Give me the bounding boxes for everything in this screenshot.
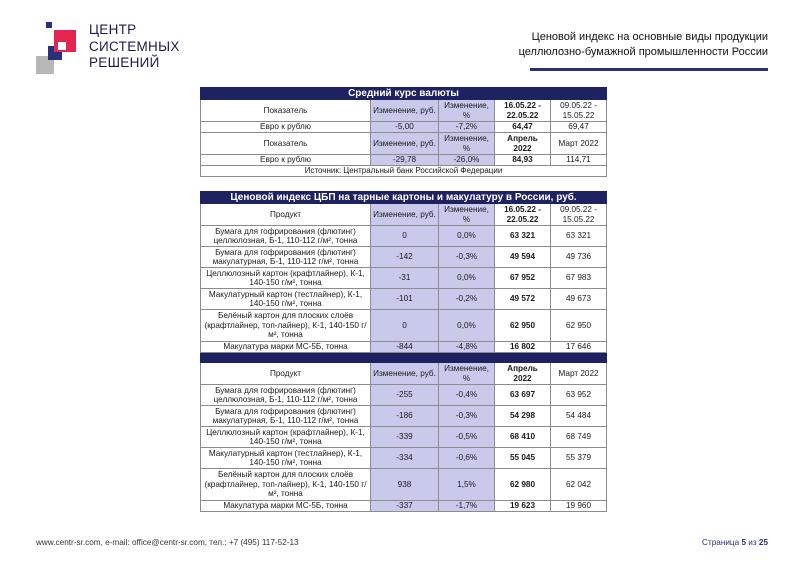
cell-current: 84,93: [495, 155, 551, 166]
table-row: [201, 122, 607, 133]
cell-prev: 62 042: [551, 469, 607, 501]
table-row: [201, 406, 607, 427]
currency-section-title: Средний курс валюты: [201, 88, 607, 100]
cell-change-abs: -29,78: [371, 155, 439, 166]
col-change-pct: Изменение, %: [439, 204, 495, 226]
col-period-prev: Март 2022: [551, 133, 607, 155]
cell-current: 55 045: [495, 448, 551, 469]
cell-prev: 63 321: [551, 226, 607, 247]
source-note: Источник: Центральный банк Российской Федерации: [201, 166, 607, 177]
cell-current: 16 802: [495, 342, 551, 353]
cell-current: 49 572: [495, 289, 551, 310]
title-rule: [530, 68, 768, 71]
table-header-row: [201, 363, 607, 385]
cell-current: 64,47: [495, 122, 551, 133]
cell-prev: 49 736: [551, 247, 607, 268]
cell-name: Евро к рублю: [201, 122, 371, 133]
cell-change-pct: 0,0%: [439, 226, 495, 247]
table-row: [201, 247, 607, 268]
cell-prev: 69,47: [551, 122, 607, 133]
cell-product: Макулатура марки МС-5Б, тонна: [201, 501, 371, 512]
cell-current: 62 950: [495, 310, 551, 342]
col-change-abs: Изменение, руб.: [371, 204, 439, 226]
col-period-prev: 09.05.22 - 15.05.22: [551, 204, 607, 226]
cell-current: 68 410: [495, 427, 551, 448]
cell-change-abs: -255: [371, 385, 439, 406]
currency-table: [200, 87, 607, 177]
document-title-line: Ценовой индекс на основные виды продукции: [531, 31, 768, 43]
cell-prev: 55 379: [551, 448, 607, 469]
cell-prev: 49 673: [551, 289, 607, 310]
cell-product: Целлюлозный картон (крафтлайнер), К-1, 140-150 г/м², тонна: [201, 427, 371, 448]
cell-prev: 114,71: [551, 155, 607, 166]
cell-change-abs: -142: [371, 247, 439, 268]
logo-line: СИСТЕМНЫХ: [89, 38, 180, 54]
logo-line: РЕШЕНИЙ: [89, 55, 160, 70]
cell-product: Макулатурный картон (тестлайнер), К-1, 140-150 г/м², тонна: [201, 448, 371, 469]
col-change-pct: Изменение, %: [439, 100, 495, 122]
logo-text: [89, 22, 180, 72]
col-period-current: 16.05.22 - 22.05.22: [495, 100, 551, 122]
col-product: Продукт: [201, 204, 371, 226]
section-divider: [201, 353, 607, 363]
table-row: [201, 385, 607, 406]
page-number: [702, 538, 768, 547]
col-change-abs: Изменение, руб.: [371, 133, 439, 155]
cell-product: Белёный картон для плоских слоёв (крафтлайнер, топ-лайнер), К-1, 140-150 г/м², тонна: [201, 310, 371, 342]
cell-change-abs: -844: [371, 342, 439, 353]
cell-product: Бумага для гофрирования (флютинг) целлюлозная, Б-1, 110-112 г/м², тонна: [201, 385, 371, 406]
logo-small-square: [46, 22, 52, 28]
cell-change-abs: -337: [371, 501, 439, 512]
cell-prev: 54 484: [551, 406, 607, 427]
cell-prev: 67 983: [551, 268, 607, 289]
col-period-prev: 09.05.22 - 15.05.22: [551, 100, 607, 122]
table-row: [201, 226, 607, 247]
cell-current: 49 594: [495, 247, 551, 268]
weekly-rows: [201, 226, 607, 353]
cell-product: Целлюлозный картон (крафтлайнер), К-1, 140-150 г/м², тонна: [201, 268, 371, 289]
cell-change-pct: -0,3%: [439, 247, 495, 268]
cell-change-abs: -101: [371, 289, 439, 310]
col-product: Продукт: [201, 363, 371, 385]
table-header-row: [201, 133, 607, 155]
cell-product: Бумага для гофрирования (флютинг) макулатурная, Б-1, 110-112 г/м², тонна: [201, 247, 371, 268]
col-period-current: 16.05.22 - 22.05.22: [495, 204, 551, 226]
cell-change-abs: -31: [371, 268, 439, 289]
page-label: Страница: [702, 538, 740, 547]
section-title-row: [201, 88, 607, 100]
table-header-row: [201, 204, 607, 226]
page-current: 5: [741, 538, 746, 547]
cell-current: 54 298: [495, 406, 551, 427]
cell-product: Макулатура марки МС-5Б, тонна: [201, 342, 371, 353]
section-divider-bar: [201, 353, 607, 363]
cell-change-pct: -0,2%: [439, 289, 495, 310]
col-change-pct: Изменение, %: [439, 133, 495, 155]
document-title-line: целлюлозно-бумажной промышленности России: [518, 46, 768, 58]
cell-change-pct: -0,5%: [439, 427, 495, 448]
cell-current: 67 952: [495, 268, 551, 289]
cell-product: Бумага для гофрирования (флютинг) целлюлозная, Б-1, 110-112 г/м², тонна: [201, 226, 371, 247]
company-logo: [36, 22, 180, 78]
price-index-table: [200, 191, 607, 512]
section-title-row: [201, 192, 607, 204]
cell-change-pct: -0,6%: [439, 448, 495, 469]
table-row: [201, 155, 607, 166]
table-row: [201, 310, 607, 342]
col-indicator: Показатель: [201, 133, 371, 155]
col-indicator: Показатель: [201, 100, 371, 122]
cell-prev: 62 950: [551, 310, 607, 342]
cell-current: 63 697: [495, 385, 551, 406]
footer-contacts: www.centr-sr.com, e-mail: office@centr-sr.com, тел.: +7 (495) 117-52-13: [36, 538, 299, 547]
cell-product: Макулатурный картон (тестлайнер), К-1, 140-150 г/м², тонна: [201, 289, 371, 310]
col-period-prev: Март 2022: [551, 363, 607, 385]
cell-prev: 19 960: [551, 501, 607, 512]
cell-change-pct: 0,0%: [439, 268, 495, 289]
col-change-pct: Изменение, %: [439, 363, 495, 385]
cell-change-pct: -0,4%: [439, 385, 495, 406]
cell-current: 19 623: [495, 501, 551, 512]
cell-change-abs: 938: [371, 469, 439, 501]
logo-line: ЦЕНТР: [89, 22, 137, 37]
cell-change-abs: 0: [371, 226, 439, 247]
cell-change-pct: -0,3%: [439, 406, 495, 427]
cell-change-pct: -26,0%: [439, 155, 495, 166]
cell-product: Бумага для гофрирования (флютинг) макулатурная, Б-1, 110-112 г/м², тонна: [201, 406, 371, 427]
cell-product: Белёный картон для плоских слоёв (крафтлайнер, топ-лайнер), К-1, 140-150 г/м², тонна: [201, 469, 371, 501]
table-header-row: [201, 100, 607, 122]
col-period-current: Апрель 2022: [495, 133, 551, 155]
cell-prev: 63 952: [551, 385, 607, 406]
col-period-current: Апрель 2022: [495, 363, 551, 385]
table-row: [201, 289, 607, 310]
cell-change-abs: -5,00: [371, 122, 439, 133]
page-total: 25: [758, 538, 768, 547]
monthly-rows: [201, 385, 607, 512]
document-title: [468, 30, 768, 60]
cell-current: 62 980: [495, 469, 551, 501]
cell-prev: 17 646: [551, 342, 607, 353]
table-row: [201, 342, 607, 353]
cell-change-abs: -334: [371, 448, 439, 469]
table-row: [201, 501, 607, 512]
cell-prev: 68 749: [551, 427, 607, 448]
table-row: [201, 469, 607, 501]
cell-current: 63 321: [495, 226, 551, 247]
cell-change-pct: -7,2%: [439, 122, 495, 133]
cell-name: Евро к рублю: [201, 155, 371, 166]
source-row: [201, 166, 607, 177]
page-separator: из: [748, 538, 757, 547]
cell-change-pct: -1,7%: [439, 501, 495, 512]
logo-white-square: [58, 42, 66, 50]
cell-change-pct: 0,0%: [439, 310, 495, 342]
table-row: [201, 268, 607, 289]
cell-change-abs: -339: [371, 427, 439, 448]
table-row: [201, 427, 607, 448]
cell-change-abs: -186: [371, 406, 439, 427]
table-row: [201, 448, 607, 469]
price-index-section-title: Ценовой индекс ЦБП на тарные картоны и макулатуру в России, руб.: [201, 192, 607, 204]
col-change-abs: Изменение, руб.: [371, 100, 439, 122]
cell-change-pct: -4,8%: [439, 342, 495, 353]
cell-change-pct: 1,5%: [439, 469, 495, 501]
cell-change-abs: 0: [371, 310, 439, 342]
col-change-abs: Изменение, руб.: [371, 363, 439, 385]
